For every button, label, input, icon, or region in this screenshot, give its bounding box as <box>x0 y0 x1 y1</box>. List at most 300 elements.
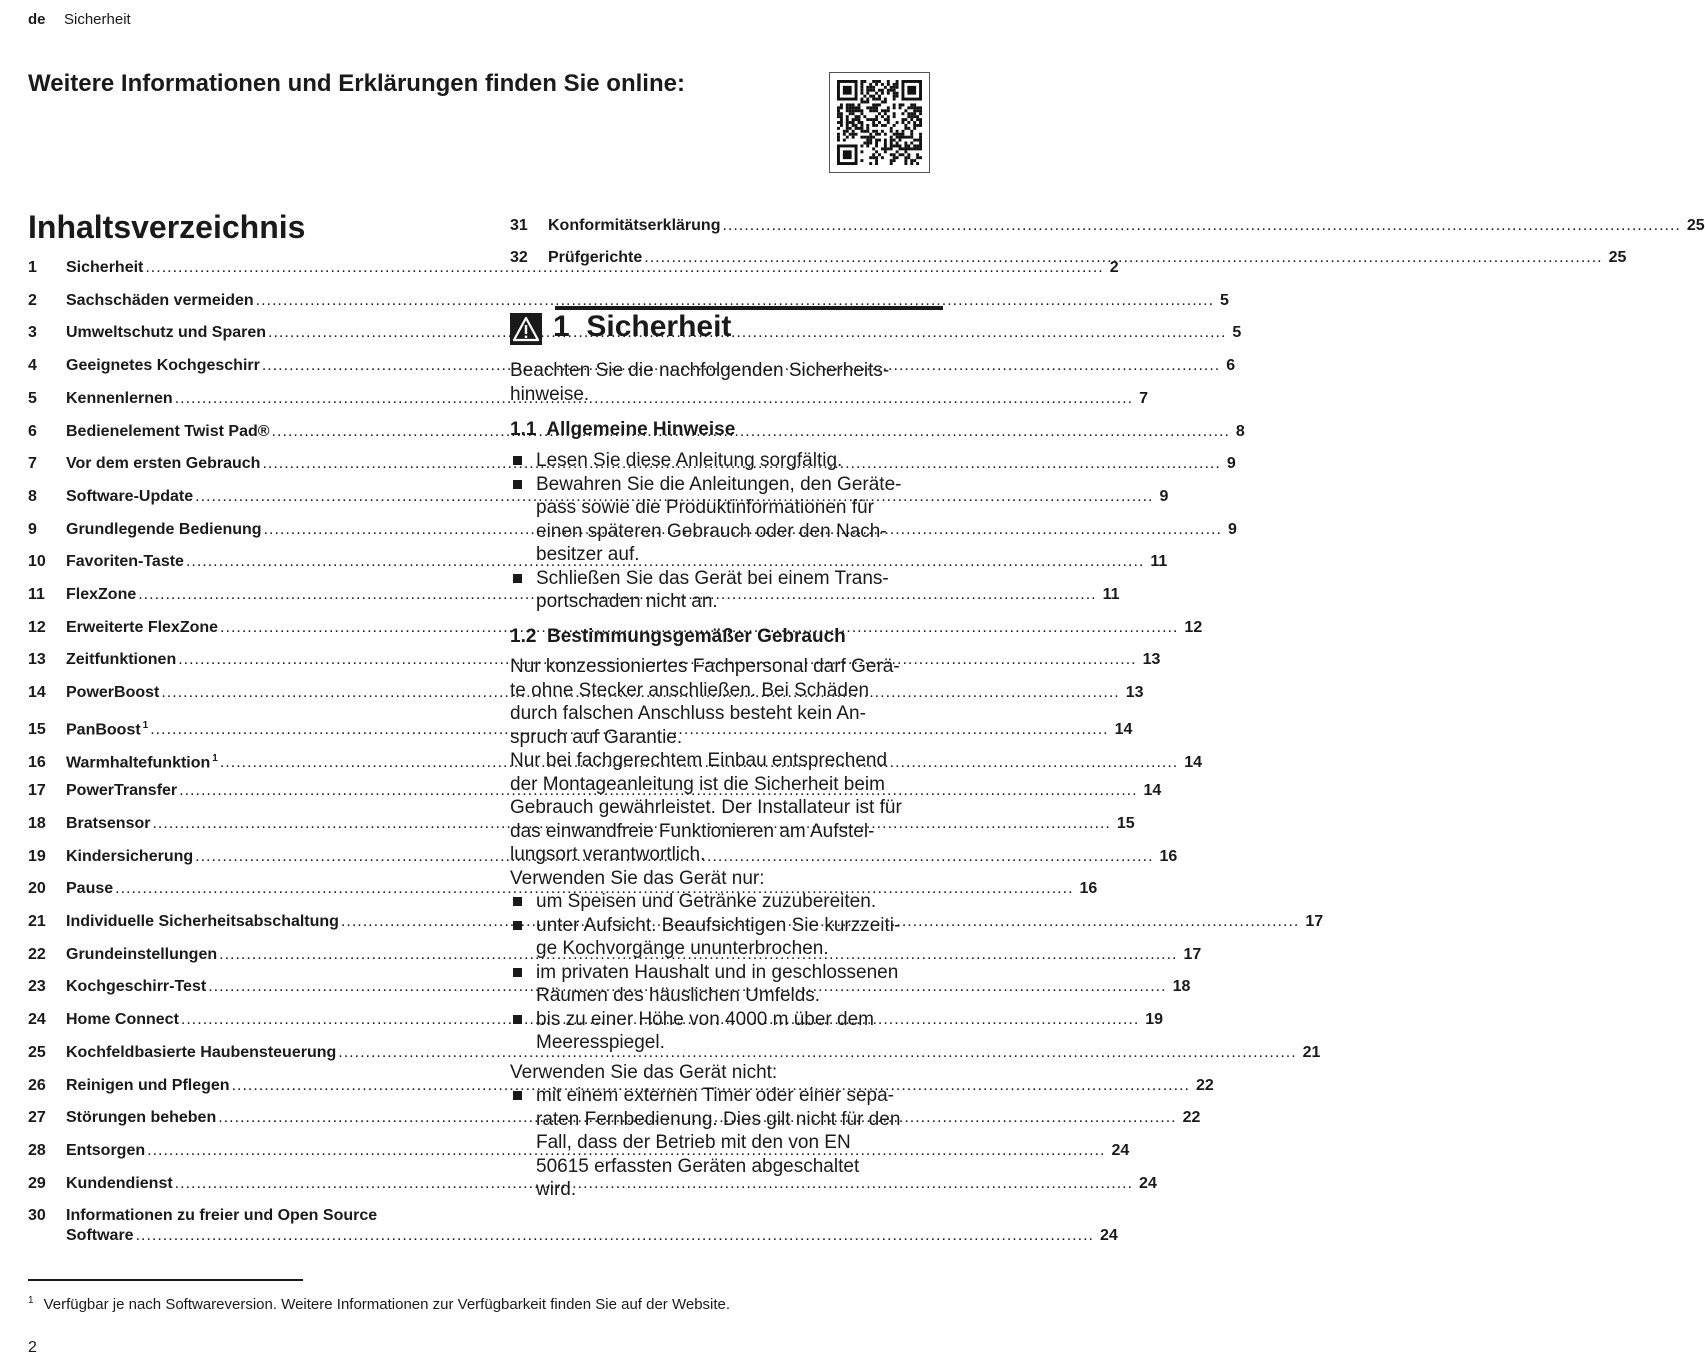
toc-num: 7 <box>28 455 37 473</box>
qr-module <box>896 144 899 147</box>
qr-module <box>860 98 863 101</box>
toc-page: 25 <box>1608 249 1627 266</box>
qr-module <box>904 142 907 145</box>
toc-entry-26[interactable] <box>28 1076 1214 1096</box>
qr-module <box>840 112 843 115</box>
qr-module <box>878 139 881 142</box>
qr-module <box>852 109 855 112</box>
qr-module <box>846 103 849 106</box>
qr-module <box>875 109 878 112</box>
qr-module <box>840 118 843 121</box>
qr-module <box>913 127 916 130</box>
toc-label <box>66 323 266 343</box>
qr-module <box>893 156 896 159</box>
toc-num: 5 <box>28 389 37 407</box>
qr-module <box>901 121 904 124</box>
toc-entry-10[interactable] <box>28 552 1168 572</box>
qr-module <box>881 147 884 150</box>
qr-module <box>860 150 863 153</box>
bullet-square-icon <box>513 897 522 906</box>
toc-label-text: Warmhaltefunktion <box>66 753 211 771</box>
qr-module <box>896 142 899 145</box>
qr-module <box>887 89 890 92</box>
bullet-square-icon <box>513 574 522 583</box>
bullet-text: bis zu einer Höhe von 4000 m über dem Meeresspiegel. <box>536 1008 874 1053</box>
toc-entry-17[interactable] <box>28 781 1162 801</box>
qr-module <box>896 83 899 86</box>
toc-label-text: Favoriten-Taste <box>66 553 184 571</box>
qr-module <box>872 147 875 150</box>
qr-module <box>849 103 852 106</box>
qr-module <box>919 124 922 127</box>
qr-module <box>840 106 843 109</box>
qr-module <box>872 109 875 112</box>
qr-module <box>904 156 907 159</box>
qr-module <box>875 103 878 106</box>
qr-module <box>890 144 893 147</box>
toc-label-text: Umweltschutz und Sparen <box>66 324 267 342</box>
toc-entry-18[interactable] <box>28 814 1135 834</box>
toc-label <box>66 258 143 278</box>
qr-module <box>884 142 887 145</box>
warning-icon <box>510 313 542 345</box>
qr-module <box>846 124 849 127</box>
qr-module <box>869 162 872 165</box>
qr-module <box>872 153 875 156</box>
qr-module <box>904 144 907 147</box>
qr-module <box>869 142 872 145</box>
qr-module <box>875 142 878 145</box>
qr-module <box>872 124 875 127</box>
qr-module <box>858 115 861 118</box>
qr-module <box>913 106 916 109</box>
qr-module <box>866 136 869 139</box>
toc-num: 22 <box>28 945 46 963</box>
toc-entry-5[interactable] <box>28 389 1148 409</box>
toc-label-text: Individuelle Sicherheitsabschaltung <box>66 913 339 930</box>
qr-module <box>890 86 893 89</box>
bullet-square-icon <box>513 1015 522 1024</box>
qr-module <box>919 156 922 159</box>
toc-entry-4[interactable] <box>28 356 1236 376</box>
qr-module <box>907 127 910 130</box>
toc-num: 6 <box>28 422 37 440</box>
qr-module <box>896 136 899 139</box>
qr-module <box>846 115 849 118</box>
qr-module <box>887 83 890 86</box>
qr-module <box>916 156 919 159</box>
qr-module <box>846 136 849 139</box>
qr-module <box>866 89 869 92</box>
toc-page: 24 <box>1099 1227 1118 1244</box>
toc-label <box>66 716 148 740</box>
qr-module <box>852 136 855 139</box>
toc-page: 12 <box>1184 618 1203 636</box>
qr-module <box>872 136 875 139</box>
qr-module <box>840 115 843 118</box>
bullet-text: Schließen Sie das Gerät bei einem Trans- portschaden nicht an. <box>536 567 889 612</box>
bullet-item <box>510 449 942 473</box>
toc-label-text: Grundlegende Bedienung <box>66 520 262 538</box>
qr-module <box>872 106 875 109</box>
qr-module <box>863 130 866 133</box>
toc-label <box>66 389 173 409</box>
qr-module <box>843 139 846 142</box>
bullet-text: unter Aufsicht. Beaufsichtigen Sie kurzzeiti- ge Kochvorgänge ununterbrochen. <box>536 914 901 959</box>
toc-label <box>66 1141 145 1161</box>
toc-label-text: Zeitfunktionen <box>66 651 177 669</box>
qr-module <box>893 92 896 95</box>
toc-dots <box>722 216 1680 236</box>
qr-module <box>913 124 916 127</box>
bullet-list <box>510 890 942 1055</box>
footnote-mark: 1 <box>28 1295 34 1306</box>
qr-module <box>869 139 872 142</box>
qr-module <box>849 106 852 109</box>
qr-module <box>916 106 919 109</box>
bullet-list <box>510 1084 942 1202</box>
qr-module <box>849 121 852 124</box>
qr-module <box>890 147 893 150</box>
qr-module <box>907 86 916 95</box>
qr-module <box>916 115 919 118</box>
qr-module <box>913 103 916 106</box>
qr-module <box>901 80 904 101</box>
toc-page: 19 <box>1145 1011 1164 1029</box>
toc-dots <box>272 422 1230 442</box>
section-intro: Beachten Sie die nachfolgenden Sicherheits- hinweise. <box>510 360 890 405</box>
toc-label <box>66 552 184 572</box>
toc-num: 23 <box>28 978 46 996</box>
qr-module <box>866 142 869 145</box>
toc-page: 13 <box>1125 684 1144 702</box>
toc-page: 22 <box>1195 1076 1214 1094</box>
toc-label: Software <box>66 1227 134 1244</box>
qr-module <box>837 121 840 124</box>
qr-module <box>893 89 896 92</box>
toc-label-text: Kindersicherung <box>66 847 194 865</box>
qr-module <box>855 127 858 130</box>
toc-label <box>66 585 136 605</box>
toc-entry-11[interactable] <box>28 585 1120 605</box>
qr-module <box>875 130 878 133</box>
qr-module <box>849 133 852 136</box>
qr-module <box>866 118 869 121</box>
toc-entry-23[interactable] <box>28 977 1191 997</box>
qr-module <box>863 115 866 118</box>
qr-module <box>919 112 922 115</box>
toc-entry-13[interactable] <box>28 650 1161 670</box>
toc-label <box>66 487 193 507</box>
toc-label-text: Störungen beheben <box>66 1109 217 1127</box>
qr-module <box>878 95 881 98</box>
toc-entry-30[interactable] <box>28 1206 1118 1246</box>
toc-page: 15 <box>1116 814 1135 832</box>
qr-module <box>887 118 890 121</box>
qr-module <box>860 136 863 139</box>
qr-module <box>899 136 902 139</box>
qr-module <box>837 144 840 165</box>
toc-entry-28[interactable] <box>28 1141 1130 1161</box>
qr-module <box>893 144 896 147</box>
qr-module <box>866 139 869 142</box>
toc-entry-21[interactable] <box>28 912 1324 932</box>
toc-num: 1 <box>28 259 37 276</box>
qr-module <box>907 153 910 156</box>
toc-label-text: Sachschäden vermeiden <box>66 291 254 309</box>
qr-module <box>858 121 861 124</box>
toc-num: 26 <box>28 1076 46 1094</box>
toc-page: 5 <box>1232 324 1242 342</box>
qr-module <box>875 124 878 127</box>
toc-num: 2 <box>28 291 37 309</box>
qr-module <box>837 136 840 139</box>
qr-module <box>875 106 878 109</box>
toc-label-text: Kundendienst <box>66 1174 173 1192</box>
qr-module <box>860 89 863 92</box>
toc-page: 25 <box>1686 217 1705 234</box>
toc-label <box>66 814 150 834</box>
qr-module <box>837 80 858 83</box>
qr-module <box>837 162 858 165</box>
toc-entry-16[interactable] <box>28 749 1203 773</box>
bullet-text: Lesen Sie diese Anleitung sorgfältig. <box>536 450 843 471</box>
qr-module <box>910 133 913 136</box>
qr-module <box>910 103 913 106</box>
qr-module <box>884 118 887 121</box>
toc-entry-27[interactable] <box>28 1108 1201 1128</box>
qr-module <box>875 115 878 118</box>
qr-module <box>860 130 863 133</box>
qr-module <box>910 118 913 121</box>
qr-module <box>872 156 875 159</box>
toc-dots <box>644 248 1602 268</box>
qr-module <box>872 89 875 92</box>
qr-module <box>884 144 887 147</box>
qr-module <box>878 89 881 92</box>
qr-module <box>837 133 840 136</box>
toc-label-text: Vor dem ersten Gebrauch <box>66 455 261 473</box>
qr-module <box>890 162 893 165</box>
qr-module <box>881 156 884 159</box>
qr-module <box>890 130 893 133</box>
qr-module <box>878 103 881 106</box>
toc-entry-14[interactable] <box>28 683 1144 703</box>
paragraph: Verwenden Sie das Gerät nicht: <box>510 1062 778 1083</box>
online-heading: Weitere Informationen und Erklärungen finden Sie online: <box>28 70 685 97</box>
qr-module <box>858 118 861 121</box>
qr-module <box>860 101 863 104</box>
qr-module <box>860 127 863 130</box>
toc-entry-32[interactable] <box>510 248 1627 268</box>
toc-label-text: Kennenlernen <box>66 389 173 407</box>
qr-module <box>907 147 910 150</box>
bullet-text: um Speisen und Getränke zuzubereiten. <box>536 891 877 912</box>
qr-module <box>875 159 878 162</box>
toc-label-text: Pause <box>66 880 114 898</box>
toc-num: 4 <box>28 357 37 375</box>
qr-module <box>875 118 878 121</box>
qr-module <box>896 95 899 98</box>
bullet-list <box>510 449 942 614</box>
toc-page: 22 <box>1182 1109 1201 1127</box>
qr-module <box>893 139 896 142</box>
toc-label <box>66 1174 173 1194</box>
toc-label-text: Erweiterte FlexZone <box>66 618 219 636</box>
paragraph: Nur konzessioniertes Fachpersonal darf Gerä- te ohne Stecker anschließen. Bei Schäden durch falschen Anschluss besteht kein An- spruch auf Garantie. Nur bei fachgerechtem Einbau entsprechend der Montageanleitung ist die Sicherheit beim Gebrauch gewährleistet. Der Installateur ist für das einwandfreie Funktionieren am Aufstel- lungsort verantwortlich. Verwenden Sie das Gerät nur: <box>510 656 902 889</box>
qr-module <box>901 133 904 136</box>
qr-module <box>866 98 869 101</box>
qr-module <box>875 144 878 147</box>
qr-module <box>875 98 878 101</box>
qr-module <box>890 142 893 145</box>
toc-label <box>66 618 218 638</box>
qr-module <box>858 109 861 112</box>
qr-module <box>907 121 910 124</box>
toc-entry-22[interactable] <box>28 945 1202 965</box>
qr-module <box>893 106 896 109</box>
qr-module <box>907 136 910 139</box>
toc-num: 12 <box>28 618 46 636</box>
bullet-square-icon <box>513 456 522 465</box>
toc-entry-31[interactable] <box>510 216 1705 236</box>
toc-label-text: Bedienelement Twist Pad® <box>66 422 270 440</box>
qr-module <box>893 83 896 86</box>
toc-page: 16 <box>1159 847 1178 865</box>
qr-module <box>916 144 919 147</box>
qr-module <box>884 112 887 115</box>
bullet-text: Bewahren Sie die Anleitungen, den Geräte- pass sowie die Produktinformationen für einen späteren Gebrauch oder den Nach- besitzer auf. <box>536 473 902 565</box>
qr-module <box>896 121 899 124</box>
toc-page: 9 <box>1226 455 1236 473</box>
toc-label <box>548 248 642 268</box>
toc-num: 9 <box>28 520 37 538</box>
qr-module <box>899 133 902 136</box>
toc-num: 21 <box>28 913 46 930</box>
qr-module <box>840 103 843 106</box>
toc-num: 11 <box>28 586 45 603</box>
toc-label-text: Home Connect <box>66 1011 179 1029</box>
qr-module <box>916 139 919 142</box>
qr-module <box>916 147 919 150</box>
qr-module <box>855 106 858 109</box>
toc-page: 11 <box>1102 586 1120 603</box>
toc-entry-29[interactable] <box>28 1174 1157 1194</box>
toc-label <box>66 683 159 703</box>
toc-label <box>66 291 254 311</box>
qr-module <box>843 86 852 95</box>
qr-module <box>913 139 916 142</box>
toc-label <box>66 879 113 899</box>
bullet-item <box>510 914 942 961</box>
toc-entry-15[interactable] <box>28 716 1133 740</box>
toc-entry-24[interactable] <box>28 1010 1164 1030</box>
qr-module <box>919 80 922 101</box>
qr-module <box>852 130 855 133</box>
qr-module <box>866 92 869 95</box>
qr-module <box>843 133 846 136</box>
toc-label-text: Reinigen und Pflegen <box>66 1076 230 1094</box>
toc-page: 5 <box>1220 291 1229 309</box>
qr-module <box>846 109 849 112</box>
qr-module <box>893 95 896 98</box>
toc-label <box>66 1076 230 1096</box>
toc-entry-25[interactable] <box>28 1043 1321 1063</box>
qr-module <box>860 80 863 83</box>
toc-entry-19[interactable] <box>28 847 1178 867</box>
toc-page: 14 <box>1143 782 1162 800</box>
toc-label-text: Bratsensor <box>66 814 151 832</box>
qr-module <box>881 109 884 112</box>
toc-dots <box>136 1226 1094 1246</box>
qr-module <box>858 127 861 130</box>
bullet-item <box>510 890 942 914</box>
bullet-item <box>510 961 942 1008</box>
toc-page: 11 <box>1150 553 1168 571</box>
toc-entry-2[interactable] <box>28 291 1229 311</box>
toc-label-text: Kochgeschirr-Test <box>66 978 207 996</box>
qr-module <box>899 153 902 156</box>
toc-label <box>66 454 260 474</box>
qr-module <box>907 106 910 109</box>
bullet-square-icon <box>513 968 522 977</box>
qr-module <box>896 150 899 153</box>
qr-module <box>881 92 884 95</box>
qr-module <box>916 109 919 112</box>
qr-module <box>910 162 913 165</box>
toc-entry-20[interactable] <box>28 879 1098 899</box>
qr-module <box>899 144 902 147</box>
qr-module <box>881 130 884 133</box>
toc-entry-1[interactable] <box>28 258 1119 278</box>
toc-label <box>66 422 270 442</box>
qr-module <box>916 118 919 121</box>
qr-module <box>855 115 858 118</box>
qr-module <box>878 153 881 156</box>
qr-module <box>855 80 858 101</box>
toc-label-text: Geeignetes Kochgeschirr <box>66 357 260 375</box>
qr-module <box>890 159 893 162</box>
qr-module <box>837 98 858 101</box>
qr-module <box>846 121 849 124</box>
qr-module <box>872 86 875 89</box>
qr-code-icon[interactable] <box>829 72 930 173</box>
qr-module <box>837 115 840 118</box>
qr-module <box>869 133 872 136</box>
qr-module <box>881 115 884 118</box>
qr-module <box>849 109 852 112</box>
qr-module <box>896 130 899 133</box>
qr-module <box>860 124 863 127</box>
qr-module <box>881 124 884 127</box>
bullet-item <box>510 1008 942 1055</box>
toc-label <box>66 847 193 867</box>
toc-entry-8[interactable] <box>28 487 1169 507</box>
qr-module <box>869 156 872 159</box>
toc-entry-9[interactable] <box>28 520 1237 540</box>
toc-label <box>66 781 177 801</box>
qr-module <box>910 142 913 145</box>
qr-module <box>901 136 904 139</box>
qr-module <box>869 86 872 89</box>
qr-module <box>884 133 887 136</box>
qr-module <box>860 159 863 162</box>
qr-module <box>901 118 904 121</box>
toc-page: 24 <box>1139 1174 1157 1192</box>
qr-module <box>855 109 858 112</box>
qr-module <box>919 142 922 145</box>
qr-module <box>840 124 843 127</box>
